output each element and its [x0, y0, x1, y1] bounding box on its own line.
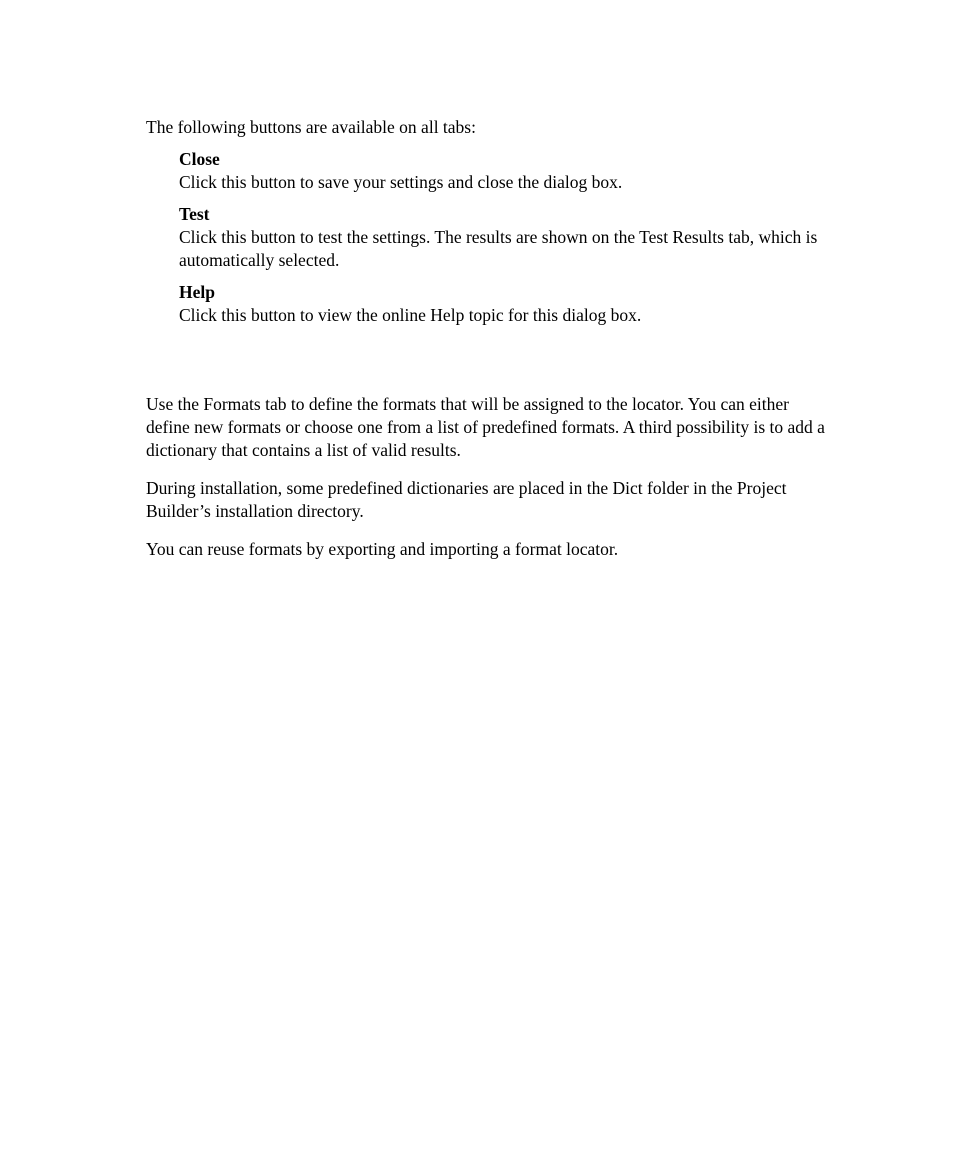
page-content — [146, 116, 836, 576]
help-description: Click this button to view the online Help topic for this dialog box. — [179, 305, 642, 325]
close-term: Close — [179, 149, 220, 169]
buttons-intro: The following buttons are available on all tabs: — [146, 117, 476, 137]
formats-paragraph-3: You can reuse formats by exporting and importing a format locator. — [146, 539, 619, 559]
test-term: Test — [179, 204, 210, 224]
button-definition-list — [179, 148, 836, 327]
formats-paragraph-1: Use the Formats tab to define the formats that will be assigned to the locator. You can either define new formats or choose one from a list of predefined formats. A third possibility is to add a dictionary that contains a list of valid results. — [146, 394, 825, 460]
help-term: Help — [179, 282, 215, 302]
formats-paragraph-2: During installation, some predefined dictionaries are placed in the Dict folder in the Project Builder’s installation directory. — [146, 478, 787, 521]
formats-section — [146, 393, 836, 561]
test-description: Click this button to test the settings. The results are shown on the Test Results tab, which is automatically selected. — [179, 227, 818, 270]
close-description: Click this button to save your settings and close the dialog box. — [179, 172, 623, 192]
